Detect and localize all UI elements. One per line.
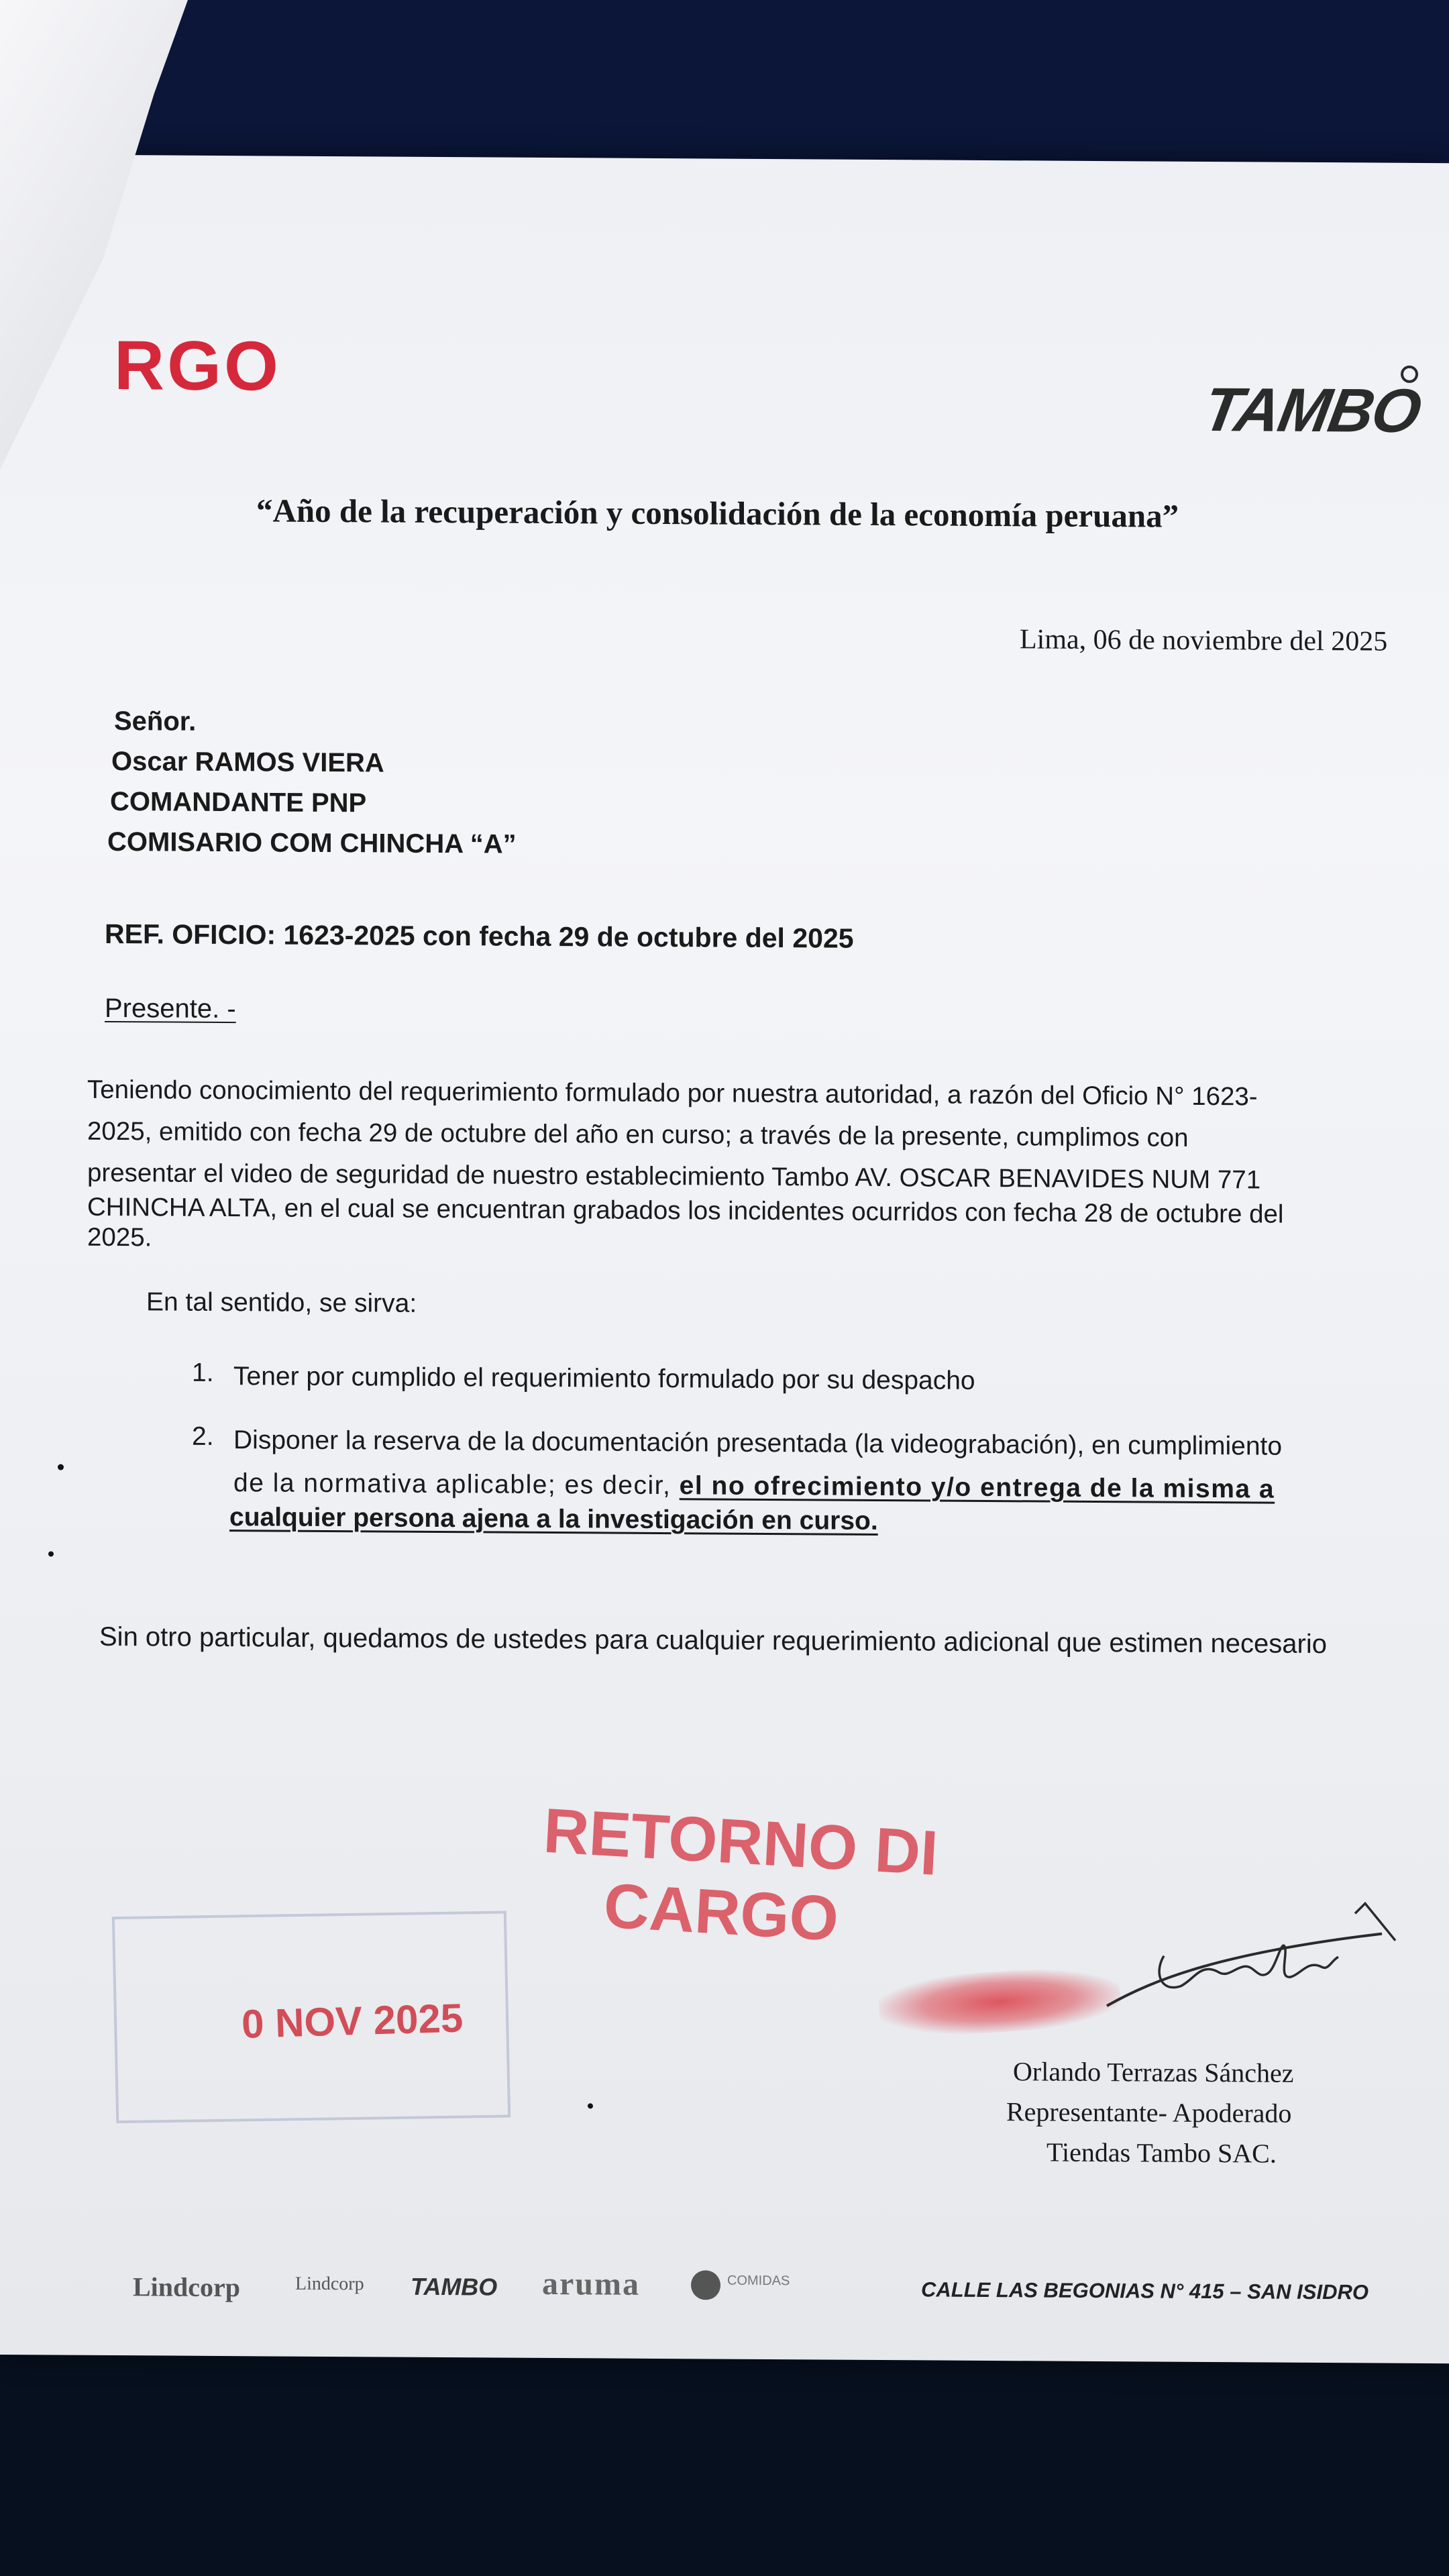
signatory-title: Representante- Apoderado: [1006, 2096, 1292, 2129]
request-1-number: 1.: [192, 1358, 214, 1387]
body-line-4: CHINCHA ALTA, en el cual se encuentran grabados los incidentes ocurridos con fecha 28 de octubre del: [87, 1192, 1284, 1229]
punch-hole-mark: [48, 1551, 54, 1556]
retorno-stamp-line-2: CARGO: [602, 1870, 841, 1954]
recipient-salutation: Señor.: [114, 706, 197, 737]
dark-background: [0, 2348, 1449, 2576]
reference-line: REF. OFICIO: 1623-2025 con fecha 29 de octubre del 2025: [105, 918, 854, 954]
signatory-company: Tiendas Tambo SAC.: [1046, 2137, 1277, 2169]
recipient-rank: COMANDANTE PNP: [110, 787, 367, 818]
request-2-line-2-plain: de la normativa aplicable; es decir,: [233, 1468, 680, 1501]
request-2-line-3: cualquier persona ajena a la investigación en curso.: [229, 1503, 878, 1536]
red-seal-smudge: [877, 1964, 1122, 2040]
letter-page: [0, 154, 1449, 2363]
signatory-name: Orlando Terrazas Sánchez: [1013, 2056, 1294, 2088]
request-2-number: 2.: [192, 1421, 214, 1451]
body-line-5: 2025.: [87, 1222, 152, 1252]
request-2-line-2: [233, 1468, 1275, 1504]
lindcorp-logo: Lindcorp: [133, 2271, 241, 2303]
letter-date: Lima, 06 de noviembre del 2025: [1020, 624, 1388, 657]
recipient-office: COMISARIO COM CHINCHA “A”: [107, 826, 517, 859]
tambo-logo-degree-icon: [1401, 366, 1418, 383]
cargo-corner-stamp: RGO: [114, 327, 281, 406]
reception-stamp-date: 0 NOV 2025: [240, 1995, 464, 2047]
request-2-line-1: Disponer la reserva de la documentación presentada (la videograbación), en cumplimiento: [233, 1426, 1283, 1461]
ink-dot: [588, 2103, 593, 2108]
body-line-3: presentar el video de seguridad de nuestro establecimiento Tambo AV. OSCAR BENAVIDES NUM 771: [87, 1158, 1261, 1195]
tambo-footer-logo: TAMBO: [411, 2272, 498, 2301]
punch-hole-mark: [58, 1464, 64, 1470]
closing-line: Sin otro particular, quedamos de ustedes para cualquier requerimiento adicional que estimen necesario: [99, 1621, 1327, 1660]
body-line-1: Teniendo conocimiento del requerimiento formulado por nuestra autoridad, a razón del Oficio N° 1623-: [87, 1075, 1258, 1112]
motto-heading: “Año de la recuperación y consolidación de la economía peruana”: [256, 492, 1179, 535]
request-2-line-2-emphasis: el no ofrecimiento y/o entrega de la misma a: [679, 1471, 1275, 1504]
presente-line: Presente. -: [105, 993, 236, 1024]
signature-icon: [1100, 1892, 1409, 2021]
request-intro: En tal sentido, se sirva:: [146, 1287, 417, 1318]
body-line-2: 2025, emitido con fecha 29 de octubre del año en curso; a través de la presente, cumplimos con: [87, 1116, 1189, 1152]
footer-address: CALLE LAS BEGONIAS N° 415 – SAN ISIDRO: [921, 2277, 1368, 2304]
lindcorp-small-logo: Lindcorp: [295, 2273, 364, 2295]
aruma-logo: aruma: [542, 2265, 640, 2302]
recipient-name: Oscar RAMOS VIERA: [111, 747, 384, 778]
comidas-logo-icon: [691, 2270, 720, 2300]
tambo-logo: TAMBO: [1198, 376, 1426, 445]
request-1-text: Tener por cumplido el requerimiento formulado por su despacho: [233, 1362, 975, 1395]
retorno-stamp-line-1: RETORNO DI: [541, 1794, 940, 1888]
comidas-logo: COMIDAS: [727, 2273, 790, 2289]
